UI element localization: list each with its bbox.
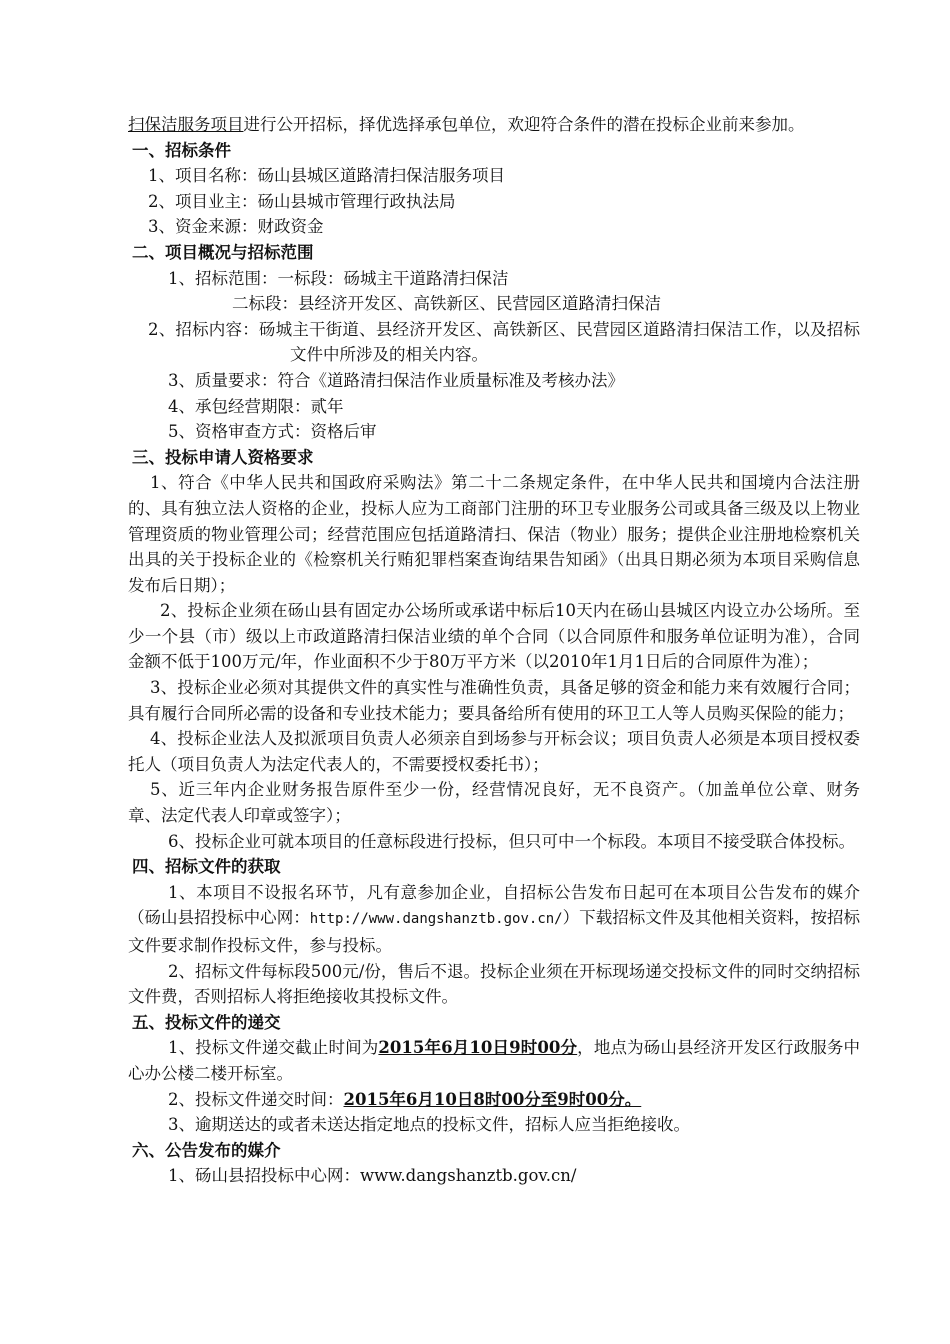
s3-paragraph-2: 2、投标企业须在砀山县有固定办公场所或承诺中标后10天内在砀山县城区内设立办公场所。至少一个县（市）级以上市政道路清扫保洁业绩的单个合同（以合同原件和服务单位证明为准），合同金额不低于100万元/年，作业面积不少于80万平方米（以2010年1月1日后的合同原件为准）； xyxy=(128,601,860,672)
intro-paragraph xyxy=(128,112,860,138)
ztb-website-url[interactable]: http://www.dangshanztb.gov.cn/ xyxy=(309,911,563,928)
s2-scope-lot2: 二标段：县经济开发区、高铁新区、民营园区道路清扫保洁 xyxy=(232,294,661,314)
section-4-title: 四、招标文件的获取 xyxy=(132,857,281,877)
s2-quality: 3、质量要求：符合《道路清扫保洁作业质量标准及考核办法》 xyxy=(168,370,624,390)
s3-paragraph-1: 1、符合《中华人民共和国政府采购法》第二十二条规定条件，在中华人民共和国境内合法注册的、具有独立法人资格的企业，投标人应为工商部门注册的环卫专业服务公司或具备三级及以上物业管理资质的物业管理公司；经营范围应包括道路清扫、保洁（物业）服务；提供企业注册地检察机关出具的关于投标企业的《检察机关行贿犯罪档案查询结果告知函》（出具日期必须为本项目采购信息发布后日期）； xyxy=(128,473,860,595)
s5-p1-text-a: 1、投标文件递交截止时间为 xyxy=(168,1038,379,1058)
s3-paragraph-6: 6、投标企业可就本项目的任意标段进行投标，但只可中一个标段。本项目不接受联合体投标。 xyxy=(168,831,855,851)
announcement-document xyxy=(128,112,860,1189)
section-3-title: 三、投标申请人资格要求 xyxy=(132,447,314,467)
s6-paragraph-1: 1、砀山县招投标中心网：www.dangshanztb.gov.cn/ xyxy=(168,1166,577,1186)
s5-p1-text-b: ，地点为砀山县经济开发区行政服务中心办公楼二楼开标室。 xyxy=(128,1038,861,1083)
s1-item-owner: 2、项目业主：砀山县城市管理行政执法局 xyxy=(148,191,456,211)
s4-paragraph-1 xyxy=(128,880,860,959)
s5-paragraph-3: 3、逾期送达的或者未送达指定地点的投标文件，招标人应当拒绝接收。 xyxy=(168,1115,690,1135)
project-name-link[interactable]: 扫保洁服务项目 xyxy=(128,115,244,134)
section-5-title: 五、投标文件的递交 xyxy=(132,1012,281,1032)
s4-paragraph-2: 2、招标文件每标段500元/份，售后不退。投标企业须在开标现场递交投标文件的同时交纳招标文件费，否则招标人将拒绝接收其投标文件。 xyxy=(128,961,860,1007)
s1-item-project-name: 1、项目名称：砀山县城区道路清扫保洁服务项目 xyxy=(148,166,505,186)
s2-period: 4、承包经营期限：贰年 xyxy=(168,396,344,416)
s5-paragraph-2 xyxy=(128,1087,860,1113)
s2-review: 5、资格审查方式：资格后审 xyxy=(168,422,377,442)
s2-content: 2、招标内容：砀城主干街道、县经济开发区、高铁新区、民营园区道路清扫保洁工作，以及招标文件中所涉及的相关内容。 xyxy=(148,319,860,365)
submission-deadline: 2015年6月10日9时00分 xyxy=(378,1038,578,1058)
s1-item-funding: 3、资金来源：财政资金 xyxy=(148,217,324,237)
intro-text: 进行公开招标，择优选择承包单位，欢迎符合条件的潜在投标企业前来参加。 xyxy=(243,115,805,134)
s5-p2-text-a: 2、投标文件递交时间： xyxy=(168,1089,344,1109)
section-2-title: 二、项目概况与招标范围 xyxy=(132,242,314,262)
s5-paragraph-1 xyxy=(128,1035,860,1086)
section-1-title: 一、招标条件 xyxy=(132,140,231,160)
s3-paragraph-5: 5、近三年内企业财务报告原件至少一份，经营情况良好，无不良资产。（加盖单位公章、财务章、法定代表人印章或签字）； xyxy=(128,780,860,826)
section-6-title: 六、公告发布的媒介 xyxy=(132,1140,281,1160)
s4-p1-text-b: ）下载招标文件及其他相关资料，按招标文件要求制作投标文件，参与投标。 xyxy=(128,908,861,955)
s2-scope-lot1: 1、招标范围：一标段：砀城主干道路清扫保洁 xyxy=(168,268,509,288)
s4-p1-text-a: 1、本项目不设报名环节，凡有意参加企业，自招标公告发布日起可在本项目公告发布的媒介（砀山县招投标中心网： xyxy=(128,882,860,928)
submission-time: 2015年6月10日8时00分至9时00分。 xyxy=(343,1089,642,1109)
s3-paragraph-4: 4、投标企业法人及拟派项目负责人必须亲自到场参与开标会议；项目负责人必须是本项目授权委托人（项目负责人为法定代表人的，不需要授权委托书）； xyxy=(128,729,860,774)
s3-paragraph-3: 3、投标企业必须对其提供文件的真实性与准确性负责，具备足够的资金和能力来有效履行合同；具有履行合同所必需的设备和专业技术能力；要具备给所有使用的环卫工人等人员购买保险的能力； xyxy=(128,678,860,723)
